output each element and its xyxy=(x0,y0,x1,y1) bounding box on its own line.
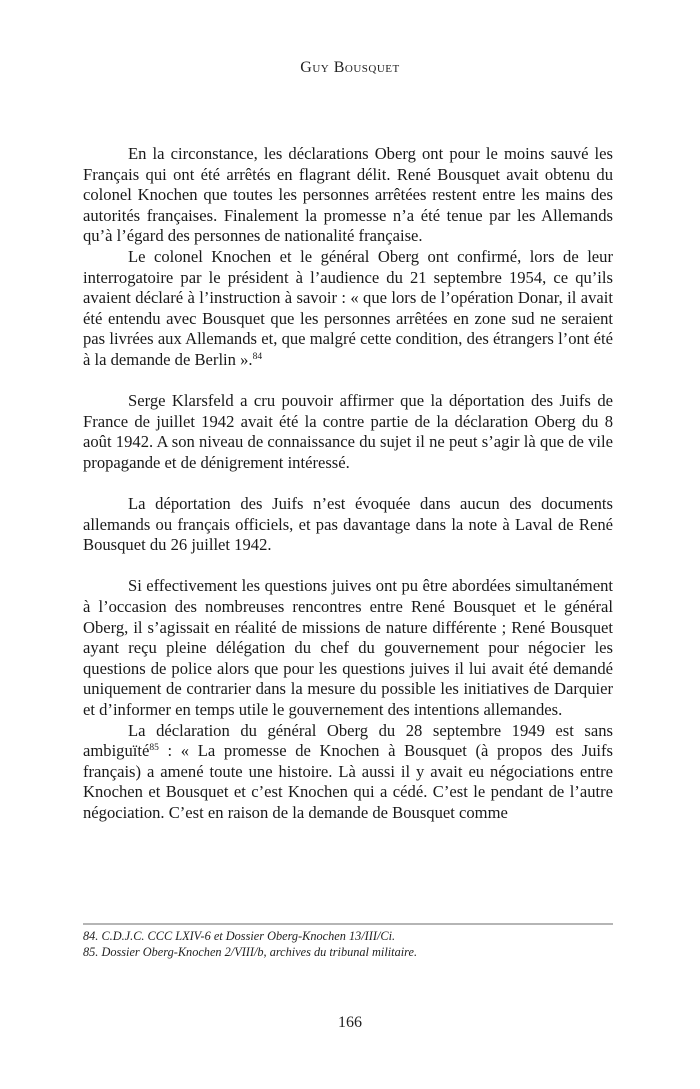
paragraph xyxy=(83,576,613,720)
footnotes xyxy=(83,929,613,960)
footnote-ref[interactable]: 85 xyxy=(149,743,159,754)
paragraph xyxy=(83,391,613,473)
footnote-separator xyxy=(83,923,613,925)
paragraph xyxy=(83,721,613,824)
footnote: 85. Dossier Oberg-Knochen 2/VIII/b, archives du tribunal militaire. xyxy=(83,944,418,959)
paragraph-text: Le colonel Knochen et le général Oberg ont confirmé, lors de leur interrogatoire par le président à l’audience du 21 septembre 1954, ce qu’ils avaient déclaré à l’instruction à savoir : « que lors de l’opération Donar, il avait été entendu avec Bousquet que les personnes arrêtées en zone sud ne seraient pas livrées aux Allemands et, que malgré cette condition, des étrangers l’ont été à la demande de Berlin ». xyxy=(83,246,613,369)
paragraph xyxy=(83,247,613,371)
paragraph-text: En la circonstance, les déclarations Oberg ont pour le moins sauvé les Français qui ont été arrêtés en flagrant délit. René Bousquet avait obtenu du colonel Knochen que toutes les personnes arrêtées restent entre les mains des autorités françaises. Finalement la promesse n’a été tenue par les Allemands qu’à l’égard des personnes de nationalité française. xyxy=(83,144,613,246)
footnote: 84. C.D.J.C. CCC LXIV-6 et Dossier Oberg-Knochen 13/III/Ci. xyxy=(83,929,396,943)
paragraph-text: La déclaration du général Oberg du 28 septembre 1949 est sans ambiguïté xyxy=(83,720,613,761)
paragraph-text: Serge Klarsfeld a cru pouvoir affirmer que la déportation des Juifs de France de juillet 1942 avait été la contre partie de la déclaration Oberg du 8 août 1942. A son niveau de connaissance du sujet il ne peut s’agir là que de vile propagande et de dénigrement intéressé. xyxy=(83,391,613,472)
paragraph-text: Si effectivement les questions juives ont pu être abordées simultanément à l’occasion des nombreuses rencontres entre René Bousquet et le général Oberg, il s’agissait en réalité de missions de nature différente ; René Bousquet ayant reçu pleine délégation du chef du gouvernement pour négocier les questions de police alors que pour les questions juives il lui avait été demandé uniquement de contrarier dans la mesure du possible les initiatives de Darquier et d’informer en temps utile le gouvernement des intentions allemandes. xyxy=(83,576,613,720)
paragraph xyxy=(83,494,613,556)
paragraph-text: : « La promesse de Knochen à Bousquet (à propos des Juifs français) a amené toute une histoire. Là aussi il y avait eu négociations entre Knochen et Bousquet et c’est Knochen qui a cédé. C’est le pendant de l’autre négociation. C’est en raison de la demande de Bousquet comme xyxy=(83,741,613,822)
body-text xyxy=(83,144,613,824)
paragraph xyxy=(83,144,613,247)
paragraph-text: La déportation des Juifs n’est évoquée dans aucun des documents allemands ou français officiels, et pas davantage dans la note à Laval de René Bousquet du 26 juillet 1942. xyxy=(83,494,613,555)
footnote-ref[interactable]: 84 xyxy=(252,351,263,362)
page-number: 166 xyxy=(338,1014,362,1031)
running-head: Guy Bousquet xyxy=(300,59,400,76)
